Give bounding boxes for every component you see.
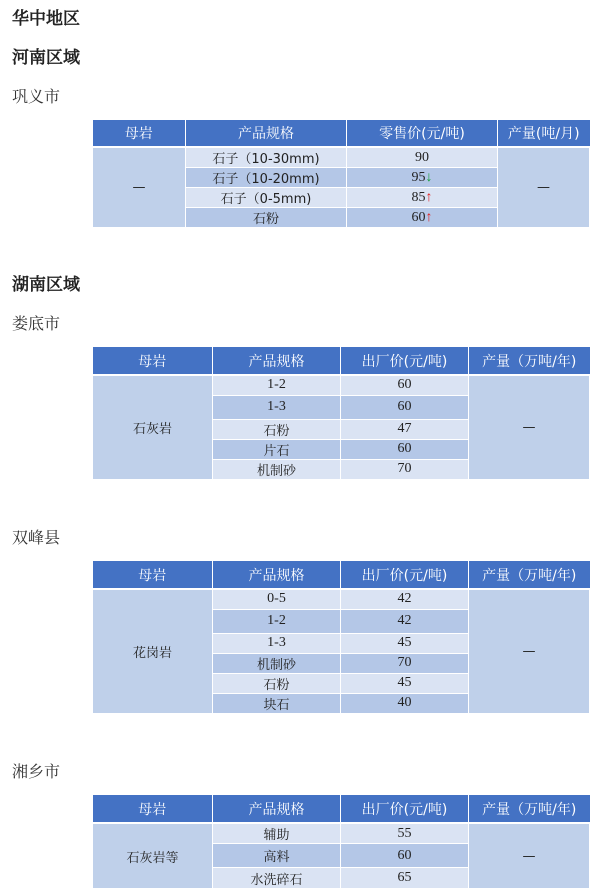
- col-header-rock: 母岩: [93, 120, 186, 147]
- price-cell: 60: [341, 844, 469, 868]
- price-cell: 42: [341, 589, 469, 609]
- spec-cell: 水洗碎石: [213, 868, 341, 889]
- table-row: [93, 147, 590, 168]
- gongyi-price-table: [92, 120, 590, 228]
- price-cell: 90: [347, 147, 498, 168]
- price-cell: 85↑: [347, 188, 498, 208]
- spec-cell: 石子（10-30mm): [186, 147, 347, 168]
- col-header-price: 出厂价(元/吨): [341, 347, 469, 375]
- price-down-arrow-icon: ↓: [425, 169, 433, 185]
- price-cell: 45: [341, 673, 469, 693]
- hunan-section-title: 湖南区域: [12, 275, 80, 295]
- loudi-city-label: 娄底市: [12, 314, 61, 333]
- col-header-spec: 产品规格: [213, 795, 341, 823]
- price-cell: 47: [341, 419, 469, 439]
- table-row: [93, 375, 590, 395]
- rock-type-cell: 石灰岩: [93, 375, 213, 479]
- shuangfeng-price-table: [92, 561, 590, 714]
- spec-cell: 石粉: [213, 673, 341, 693]
- shuangfeng-city-label: 双峰县: [12, 528, 61, 547]
- col-header-price: 零售价(元/吨): [347, 120, 498, 147]
- spec-cell: 0-5: [213, 589, 341, 609]
- xiangxiang-city-label: 湘乡市: [12, 762, 61, 781]
- spec-cell: 石子（10-20mm): [186, 168, 347, 188]
- region-title: 华中地区: [12, 9, 80, 29]
- price-cell: 45: [341, 633, 469, 653]
- output-cell: —: [469, 823, 590, 889]
- henan-section-title: 河南区域: [12, 48, 80, 68]
- spec-cell: 机制砂: [213, 459, 341, 479]
- price-cell: 70: [341, 653, 469, 673]
- col-header-rock: 母岩: [93, 795, 213, 823]
- xiangxiang-price-table: [92, 795, 590, 889]
- price-cell: 65: [341, 868, 469, 889]
- price-cell: 60↑: [347, 208, 498, 228]
- price-cell: 55: [341, 823, 469, 844]
- col-header-rock: 母岩: [93, 347, 213, 375]
- col-header-output: 产量（万吨/年): [469, 795, 590, 823]
- price-up-arrow-icon: ↑: [425, 209, 433, 225]
- col-header-spec: 产品规格: [186, 120, 347, 147]
- col-header-output: 产量（万吨/年): [469, 347, 590, 375]
- col-header-spec: 产品规格: [213, 561, 341, 589]
- rock-type-cell: 石灰岩等: [93, 823, 213, 889]
- price-up-arrow-icon: ↑: [425, 189, 433, 205]
- output-cell: —: [498, 147, 590, 228]
- col-header-rock: 母岩: [93, 561, 213, 589]
- spec-cell: 辅助: [213, 823, 341, 844]
- col-header-output: 产量(吨/月): [498, 120, 590, 147]
- col-header-output: 产量（万吨/年): [469, 561, 590, 589]
- gongyi-city-label: 巩义市: [12, 87, 61, 106]
- price-cell: 40: [341, 693, 469, 713]
- spec-cell: 石粉: [186, 208, 347, 228]
- spec-cell: 石子（0-5mm): [186, 188, 347, 208]
- spec-cell: 1-2: [213, 609, 341, 633]
- spec-cell: 块石: [213, 693, 341, 713]
- spec-cell: 1-3: [213, 395, 341, 419]
- price-cell: 95↓: [347, 168, 498, 188]
- col-header-price: 出厂价(元/吨): [341, 795, 469, 823]
- table-row: [93, 823, 590, 844]
- loudi-price-table: [92, 347, 590, 480]
- price-cell: 42: [341, 609, 469, 633]
- spec-cell: 1-3: [213, 633, 341, 653]
- spec-cell: 石粉: [213, 419, 341, 439]
- price-cell: 70: [341, 459, 469, 479]
- col-header-price: 出厂价(元/吨): [341, 561, 469, 589]
- output-cell: —: [469, 589, 590, 713]
- spec-cell: 片石: [213, 439, 341, 459]
- spec-cell: 机制砂: [213, 653, 341, 673]
- rock-type-cell: —: [93, 147, 186, 228]
- price-cell: 60: [341, 395, 469, 419]
- table-row: [93, 589, 590, 609]
- spec-cell: 高料: [213, 844, 341, 868]
- spec-cell: 1-2: [213, 375, 341, 395]
- col-header-spec: 产品规格: [213, 347, 341, 375]
- price-cell: 60: [341, 375, 469, 395]
- output-cell: —: [469, 375, 590, 479]
- price-cell: 60: [341, 439, 469, 459]
- rock-type-cell: 花岗岩: [93, 589, 213, 713]
